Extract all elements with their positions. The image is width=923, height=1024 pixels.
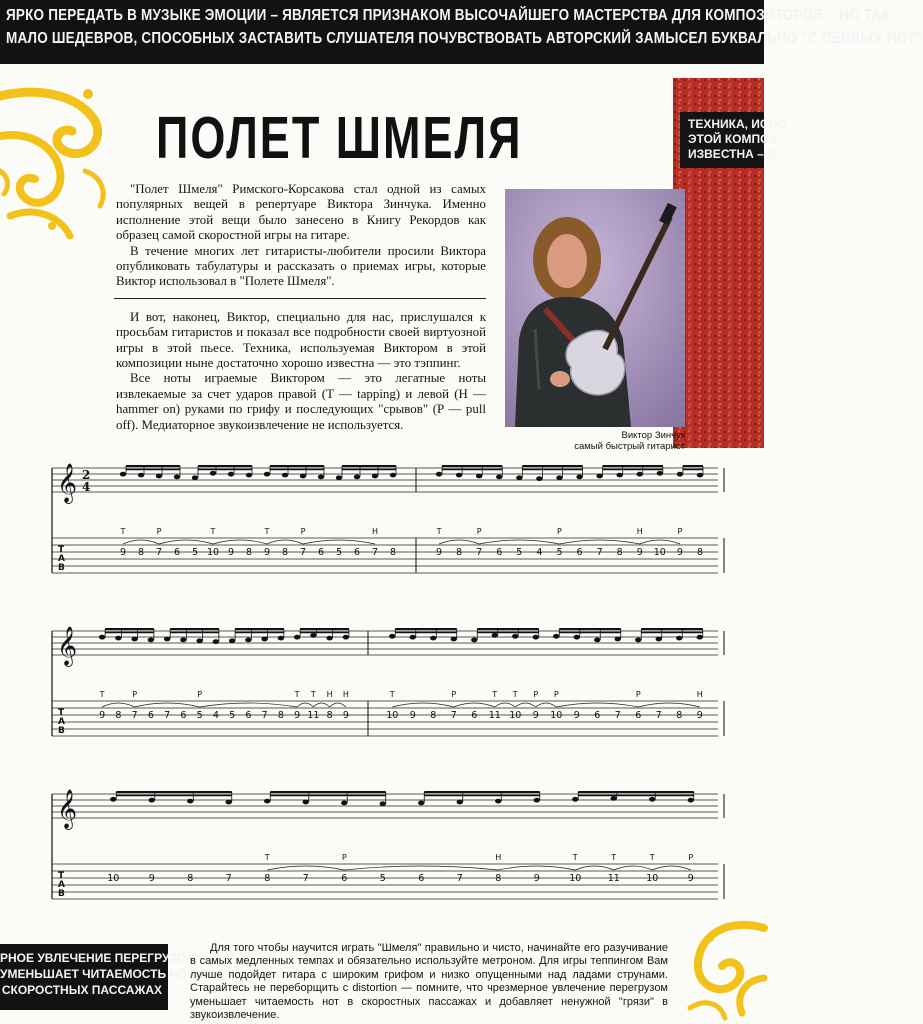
note-head — [131, 637, 137, 642]
note-head — [264, 472, 270, 477]
tab-fret-number: 10 — [509, 710, 522, 721]
tab-fret-number: 7 — [456, 873, 463, 884]
note-head — [436, 472, 442, 477]
note-head — [616, 473, 622, 478]
tab-fret-number: 9 — [696, 710, 703, 721]
tab-fret-number: 8 — [187, 873, 194, 884]
tab-fret-number: 9 — [533, 873, 540, 884]
tab-fret-number: 8 — [245, 547, 253, 558]
technique-mark: H — [326, 690, 333, 699]
note-head — [688, 798, 694, 803]
slur-arc — [135, 703, 200, 707]
tab-fret-number: 7 — [225, 873, 232, 884]
callout-line-1: РНОЕ УВЛЕЧЕНИЕ ПЕРЕГРУЗОМ — [0, 951, 197, 965]
tab-fret-number: 6 — [180, 710, 187, 721]
tab-fret-number: 8 — [676, 710, 683, 721]
slur-arc — [556, 703, 638, 707]
tab-fret-number: 10 — [206, 547, 220, 558]
treble-clef-icon: 𝄞 — [57, 789, 78, 829]
note-head — [310, 633, 316, 638]
note-head — [343, 635, 349, 640]
slur-arc — [297, 703, 313, 707]
note-head — [300, 474, 306, 479]
note-head — [303, 800, 309, 805]
note-head — [148, 638, 154, 643]
tab-fret-number: 6 — [635, 710, 642, 721]
bottom-callout — [0, 944, 207, 1010]
callout-line-2: УМЕНЬШАЕТ ЧИТАЕМОСТЬ НОТ В — [0, 967, 207, 981]
note-head — [572, 797, 578, 802]
note-head — [676, 636, 682, 641]
note-head — [576, 475, 582, 480]
tab-fret-number: 9 — [294, 710, 301, 721]
tab-fret-number: 8 — [616, 547, 623, 558]
tab-fret-number: 7 — [299, 547, 307, 558]
note-head — [536, 476, 542, 481]
technique-mark: H — [636, 527, 643, 536]
tab-fret-number: 6 — [576, 547, 583, 558]
technique-mark: P — [476, 527, 482, 536]
slur-arc — [454, 703, 495, 707]
tab-clef-letter: T — [58, 708, 65, 718]
ornament-flourish-icon — [680, 918, 764, 1024]
note-head — [229, 638, 235, 643]
page-title: ПОЛЕТ ШМЕЛЯ — [156, 104, 523, 172]
side-label-line-3: ИЗВЕСТНА – Э — [688, 147, 776, 161]
section-divider — [114, 298, 486, 299]
article-paragraph-3: И вот, наконец, Виктор, специально для нас, прислушался к просьбам гитаристов и показал все подробности своей виртуозной игры в этой пьесе. Техника, используемая Виктором в этой композиции ныне достаточно хорошо известна — это тэппинг. — [116, 309, 486, 371]
photo-caption — [520, 431, 685, 452]
note-head — [187, 799, 193, 804]
note-head — [282, 473, 288, 478]
note-head — [372, 474, 378, 479]
technique-mark: T — [512, 690, 518, 699]
slur-arc — [638, 703, 700, 707]
note-head — [174, 475, 180, 480]
tab-fret-number: 11 — [307, 710, 320, 721]
note-head — [210, 471, 216, 476]
note-head — [533, 635, 539, 640]
tab-fret-number: 7 — [155, 547, 163, 558]
tab-fret-number: 10 — [386, 710, 399, 721]
tab-fret-number: 5 — [229, 710, 236, 721]
note-head — [138, 473, 144, 478]
slur-arc — [498, 866, 575, 870]
technique-mark: T — [572, 853, 578, 862]
note-head — [192, 475, 198, 480]
note-head — [553, 634, 559, 639]
note-head — [451, 637, 457, 642]
note-head — [637, 472, 643, 477]
tab-fret-number: 7 — [371, 547, 379, 558]
note-head — [677, 472, 683, 477]
tab-fret-number: 7 — [302, 873, 309, 884]
tab-fret-number: 6 — [173, 547, 181, 558]
tab-fret-number: 9 — [636, 547, 643, 558]
article-body — [116, 182, 486, 433]
technique-mark: P — [533, 690, 539, 699]
tab-fret-number: 8 — [456, 547, 463, 558]
tab-fret-number: 5 — [379, 873, 386, 884]
note-head — [615, 637, 621, 642]
note-head — [336, 475, 342, 480]
technique-mark: T — [492, 690, 498, 699]
side-label-line-2: ЭТОЙ КОМПОЗ — [688, 132, 777, 146]
tab-fret-number: 10 — [550, 710, 563, 721]
slur-arc — [123, 540, 159, 544]
side-label — [680, 112, 787, 168]
technique-mark: P — [553, 690, 559, 699]
note-head — [556, 475, 562, 480]
note-head — [156, 474, 162, 479]
time-signature: 4 — [82, 480, 91, 494]
slur-arc — [559, 540, 639, 544]
note-head — [390, 473, 396, 478]
tab-fret-number: 7 — [261, 710, 268, 721]
note-head — [389, 634, 395, 639]
technique-mark: P — [341, 853, 347, 862]
note-head — [278, 636, 284, 641]
tab-fret-number: 8 — [281, 547, 289, 558]
footer-paragraph: Для того чтобы научится играть "Шмеля" правильно и чисто, начинайте его разучивание в самых медленных темпах и обязательно используйте метроном. Для игры теппингом Вам лучше подойдет гитара с широким грифом и низко опущенными над ладами струнами. Старайтесь не переборщить с distortion — помните, что чрезмерное увлечение перегрузом уменьшает читаемость нот в скоростных пассажах и добавляет ненужной "грязи" в звукоизвлечение. — [190, 942, 668, 1022]
banner-line-2: МАЛО ШЕДЕВРОВ, СПОСОБНЫХ ЗАСТАВИТЬ СЛУШАТЕЛЯ ПОЧУВСТВОВАТЬ АВТОРСКИЙ ЗАМЫСЕЛ БУКВАЛЬНО "С ПЕРВЫХ НОТ" — [6, 29, 923, 47]
technique-mark: H — [495, 853, 502, 862]
technique-mark: H — [342, 690, 349, 699]
note-head — [341, 801, 347, 806]
tab-fret-number: 6 — [147, 710, 154, 721]
tab-fret-number: 5 — [516, 547, 523, 558]
tab-fret-number: 9 — [227, 547, 235, 558]
note-head — [380, 801, 386, 806]
slur-arc — [640, 540, 680, 544]
note-head — [649, 797, 655, 802]
technique-mark: P — [132, 690, 138, 699]
tab-clef-letter: B — [58, 889, 65, 899]
tab-fret-number: 6 — [353, 547, 361, 558]
note-head — [430, 636, 436, 641]
note-head — [164, 637, 170, 642]
article-paragraph-2: В течение многих лет гитаристы-любители просили Виктора опубликовать табулатуры и рассказать о приемах игры, которые Виктор использовал в "Полете Шмеля". — [116, 243, 486, 289]
tab-fret-number: 8 — [264, 873, 271, 884]
tab-fret-number: 7 — [131, 710, 138, 721]
note-head — [245, 638, 251, 643]
article-paragraph-4: Все ноты играемые Виктором — это легатные ноты извлекаемые за счет ударов правой (T — tapping) и левой (H — hammer on) руками по грифу и последующих "срывов" (P — pull off). Медиаторное звукоизвлечение не используется. — [116, 371, 486, 432]
note-head — [410, 635, 416, 640]
tab-fret-number: 9 — [99, 710, 106, 721]
technique-mark: P — [635, 690, 641, 699]
technique-mark: T — [264, 527, 270, 536]
technique-mark: H — [371, 527, 379, 536]
note-head — [418, 801, 424, 806]
tab-fret-number: 8 — [389, 547, 397, 558]
tab-fret-number: 11 — [488, 710, 501, 721]
article-paragraph-1: "Полет Шмеля" Римского-Корсакова стал одной из самых популярных вещей в репертуаре Виктора Зинчука. Именно исполнение этой вещи было занесено в Книгу Рекордов как образец самой скоростной игры на гитаре. — [116, 182, 486, 243]
tab-fret-number: 7 — [450, 710, 457, 721]
technique-mark: T — [264, 853, 270, 862]
tab-fret-number: 10 — [653, 547, 666, 558]
slur-arc — [102, 703, 135, 707]
tab-fret-number: 9 — [676, 547, 683, 558]
note-head — [534, 798, 540, 803]
tab-fret-number: 7 — [655, 710, 662, 721]
note-head — [635, 638, 641, 643]
side-label-line-1: ТЕХНИКА, ИСПО — [688, 117, 787, 131]
technique-mark: T — [120, 527, 126, 536]
caption-name: Виктор Зинчук — [621, 430, 685, 441]
tab-fret-number: 8 — [115, 710, 122, 721]
technique-mark: T — [294, 690, 300, 699]
note-head — [594, 638, 600, 643]
tab-fret-number: 9 — [119, 547, 127, 558]
note-head — [495, 799, 501, 804]
technique-mark: P — [688, 853, 694, 862]
tab-fret-number: 6 — [245, 710, 252, 721]
tab-fret-number: 11 — [607, 873, 620, 884]
note-head — [574, 635, 580, 640]
tab-fret-number: 5 — [196, 710, 203, 721]
tab-fret-number: 5 — [191, 547, 199, 558]
note-head — [516, 475, 522, 480]
technique-mark: P — [451, 690, 457, 699]
note-head — [471, 638, 477, 643]
caption-subtitle: самый быстрый гитарист — [574, 440, 685, 452]
slur-arc — [495, 703, 516, 707]
tab-fret-number: 9 — [263, 547, 271, 558]
tab-fret-number: 10 — [569, 873, 582, 884]
note-head — [226, 800, 232, 805]
slur-arc — [575, 866, 614, 870]
technique-mark: T — [649, 853, 655, 862]
tab-fret-number: 9 — [573, 710, 580, 721]
banner-line-1: ЯРКО ПЕРЕДАТЬ В МУЗЫКЕ ЭМОЦИИ – ЯВЛЯЕТСЯ ПРИЗНАКОМ ВЫСОЧАЙШЕГО МАСТЕРСТВА ДЛЯ КОМПОЗИТОРОВ... НО ТАК — [6, 6, 890, 24]
tab-fret-number: 10 — [107, 873, 120, 884]
note-head — [611, 796, 617, 801]
tab-fret-number: 10 — [646, 873, 659, 884]
technique-mark: P — [677, 527, 683, 536]
technique-mark: T — [611, 853, 617, 862]
note-head — [115, 636, 121, 641]
note-head — [213, 639, 219, 644]
tab-fret-number: 6 — [317, 547, 325, 558]
note-head — [492, 633, 498, 638]
note-head — [180, 638, 186, 643]
slur-arc — [614, 866, 653, 870]
tab-fret-number: 6 — [418, 873, 425, 884]
technique-mark: T — [210, 527, 216, 536]
tab-clef-letter: A — [58, 880, 65, 890]
slur-arc — [536, 703, 557, 707]
technique-mark: T — [99, 690, 105, 699]
tab-fret-number: 9 — [342, 710, 349, 721]
slur-arc — [330, 703, 346, 707]
tab-fret-number: 8 — [137, 547, 145, 558]
note-head — [656, 637, 662, 642]
slur-arc — [515, 703, 536, 707]
tab-fret-number: 7 — [614, 710, 621, 721]
tab-fret-number: 7 — [476, 547, 483, 558]
callout-line-3: СКОРОСТНЫХ ПАССАЖАХ — [1, 983, 162, 997]
tab-fret-number: 7 — [596, 547, 603, 558]
tab-fret-number: 6 — [496, 547, 503, 558]
note-head — [596, 474, 602, 479]
technique-mark: T — [310, 690, 316, 699]
technique-mark: H — [696, 690, 703, 699]
technique-mark: P — [156, 527, 162, 536]
slur-arc — [200, 703, 298, 707]
tab-clef-letter: A — [58, 717, 65, 727]
tab-fret-number: 7 — [164, 710, 171, 721]
slur-arc — [159, 540, 213, 544]
tab-fret-number: 6 — [594, 710, 601, 721]
ornament-scroll-icon — [0, 76, 110, 251]
note-head — [326, 636, 332, 641]
note-head — [99, 635, 105, 640]
tab-fret-number: 8 — [277, 710, 284, 721]
tab-fret-number: 8 — [430, 710, 437, 721]
slur-arc — [392, 703, 454, 707]
time-signature: 2 — [82, 468, 91, 482]
note-head — [354, 475, 360, 480]
note-head — [318, 475, 324, 480]
treble-clef-icon: 𝄞 — [57, 626, 78, 666]
note-head — [476, 474, 482, 479]
note-head — [120, 472, 126, 477]
tab-fret-number: 9 — [148, 873, 155, 884]
note-head — [457, 800, 463, 805]
slur-arc — [652, 866, 691, 870]
note-head — [294, 635, 300, 640]
note-head — [496, 475, 502, 480]
note-head — [228, 472, 234, 477]
tab-clef-letter: T — [58, 545, 65, 555]
slur-arc — [439, 540, 479, 544]
slur-arc — [267, 540, 303, 544]
slur-arc — [344, 866, 498, 870]
guitarist-photo — [505, 189, 685, 427]
tab-fret-number: 6 — [471, 710, 478, 721]
tab-fret-number: 4 — [212, 710, 219, 721]
note-head — [456, 473, 462, 478]
slur-arc — [267, 866, 344, 870]
tab-clef-letter: T — [58, 871, 65, 881]
tab-fret-number: 9 — [409, 710, 416, 721]
tab-fret-number: 8 — [495, 873, 502, 884]
tab-fret-number: 5 — [335, 547, 343, 558]
tab-fret-number: 5 — [556, 547, 563, 558]
slur-arc — [303, 540, 375, 544]
treble-clef-icon: 𝄞 — [57, 463, 78, 503]
tab-fret-number: 9 — [436, 547, 443, 558]
tab-fret-number: 4 — [536, 547, 543, 558]
tab-clef-letter: A — [58, 554, 65, 564]
technique-mark: T — [389, 690, 395, 699]
tab-fret-number: 9 — [687, 873, 694, 884]
slur-arc — [479, 540, 559, 544]
top-banner — [0, 0, 923, 64]
technique-mark: P — [557, 527, 562, 536]
technique-mark: P — [300, 527, 306, 536]
note-head — [697, 635, 703, 640]
note-head — [196, 638, 202, 643]
tab-fret-number: 9 — [532, 710, 539, 721]
slur-arc — [313, 703, 329, 707]
note-head — [697, 473, 703, 478]
tab-clef-letter: B — [58, 563, 65, 573]
technique-mark: T — [436, 527, 442, 536]
note-head — [149, 798, 155, 803]
note-head — [512, 634, 518, 639]
tab-clef-letter: B — [58, 726, 65, 736]
tab-fret-number: 6 — [341, 873, 348, 884]
note-head — [246, 473, 252, 478]
note-head — [261, 637, 267, 642]
tab-fret-number: 8 — [696, 547, 703, 558]
note-head — [657, 471, 663, 476]
note-head — [110, 797, 116, 802]
tab-fret-number: 8 — [326, 710, 333, 721]
slur-arc — [213, 540, 267, 544]
technique-mark: P — [197, 690, 203, 699]
note-head — [264, 799, 270, 804]
